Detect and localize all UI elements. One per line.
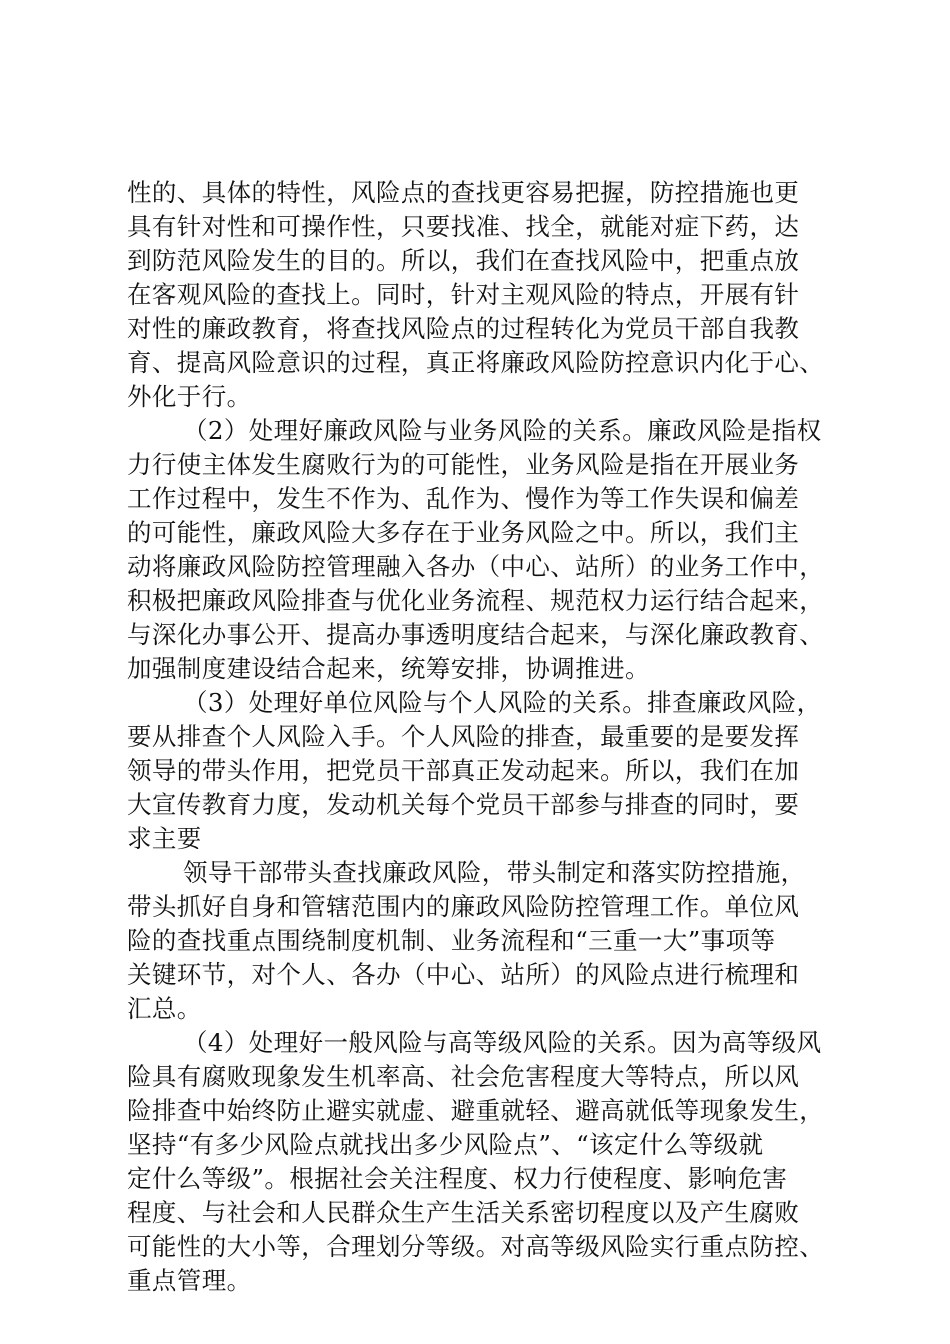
text-line: 与深化办事公开、提高办事透明度结合起来，与深化廉政教育、 <box>127 620 825 649</box>
text-line: 大宣传教育力度，发动机关每个党员干部参与排查的同时，要 <box>127 790 800 819</box>
text-line: 在客观风险的查找上。同时，针对主观风险的特点，开展有针 <box>127 280 800 309</box>
text-line: 动将廉政风险防控管理融入各办（中心、站所）的业务工作中， <box>127 552 825 581</box>
text-line: 关键环节，对个人、各办（中心、站所）的风险点进行梳理和 <box>127 960 800 989</box>
text-line: 的可能性，廉政风险大多存在于业务风险之中。所以，我们主 <box>127 518 800 547</box>
text-line: 性的、具体的特性，风险点的查找更容易把握，防控措施也更 <box>127 178 800 207</box>
text-line: 重点管理。 <box>127 1266 252 1295</box>
document-body <box>127 176 839 1298</box>
text-line: 对性的廉政教育，将查找风险点的过程转化为党员干部自我教 <box>127 314 800 343</box>
text-line: 可能性的大小等，合理划分等级。对高等级风险实行重点防控、 <box>127 1232 825 1261</box>
text-line: 程度、与社会和人民群众生产生活关系密切程度以及产生腐败 <box>127 1198 800 1227</box>
text-line: 外化于行。 <box>127 382 252 411</box>
text-line: 险的查找重点围绕制度机制、业务流程和“三重一大”事项等 <box>127 926 776 955</box>
text-line: 具有针对性和可操作性，只要找准、找全，就能对症下药，达 <box>127 212 800 241</box>
text-line: 积极把廉政风险排查与优化业务流程、规范权力运行结合起来， <box>127 586 825 615</box>
text-line: 工作过程中，发生不作为、乱作为、慢作为等工作失误和偏差 <box>127 484 800 513</box>
text-line: （4）处理好一般风险与高等级风险的关系。因为高等级风 <box>183 1028 822 1057</box>
text-line: 求主要 <box>127 824 202 853</box>
text-line: 领导干部带头查找廉政风险，带头制定和落实防控措施， <box>183 858 806 887</box>
text-line: 育、提高风险意识的过程，真正将廉政风险防控意识内化于心、 <box>127 348 825 377</box>
text-line: 加强制度建设结合起来，统筹安排，协调推进。 <box>127 654 650 683</box>
text-line: 汇总。 <box>127 994 202 1023</box>
text-line: 定什么等级”。根据社会关注程度、权力行使程度、影响危害 <box>127 1164 788 1193</box>
text-line: 险排查中始终防止避实就虚、避重就轻、避高就低等现象发生， <box>127 1096 825 1125</box>
text-line: 要从排查个人风险入手。个人风险的排查，最重要的是要发挥 <box>127 722 800 751</box>
text-line: 力行使主体发生腐败行为的可能性，业务风险是指在开展业务 <box>127 450 800 479</box>
text-line: 险具有腐败现象发生机率高、社会危害程度大等特点，所以风 <box>127 1062 800 1091</box>
text-line: 坚持“有多少风险点就找出多少风险点”、“该定什么等级就 <box>127 1130 764 1159</box>
text-line: （2）处理好廉政风险与业务风险的关系。廉政风险是指权 <box>183 416 822 445</box>
text-line: 带头抓好自身和管辖范围内的廉政风险防控管理工作。单位风 <box>127 892 800 921</box>
text-line: 领导的带头作用，把党员干部真正发动起来。所以，我们在加 <box>127 756 800 785</box>
text-line: 到防范风险发生的目的。所以，我们在查找风险中，把重点放 <box>127 246 800 275</box>
text-line: （3）处理好单位风险与个人风险的关系。排查廉政风险， <box>183 688 822 717</box>
